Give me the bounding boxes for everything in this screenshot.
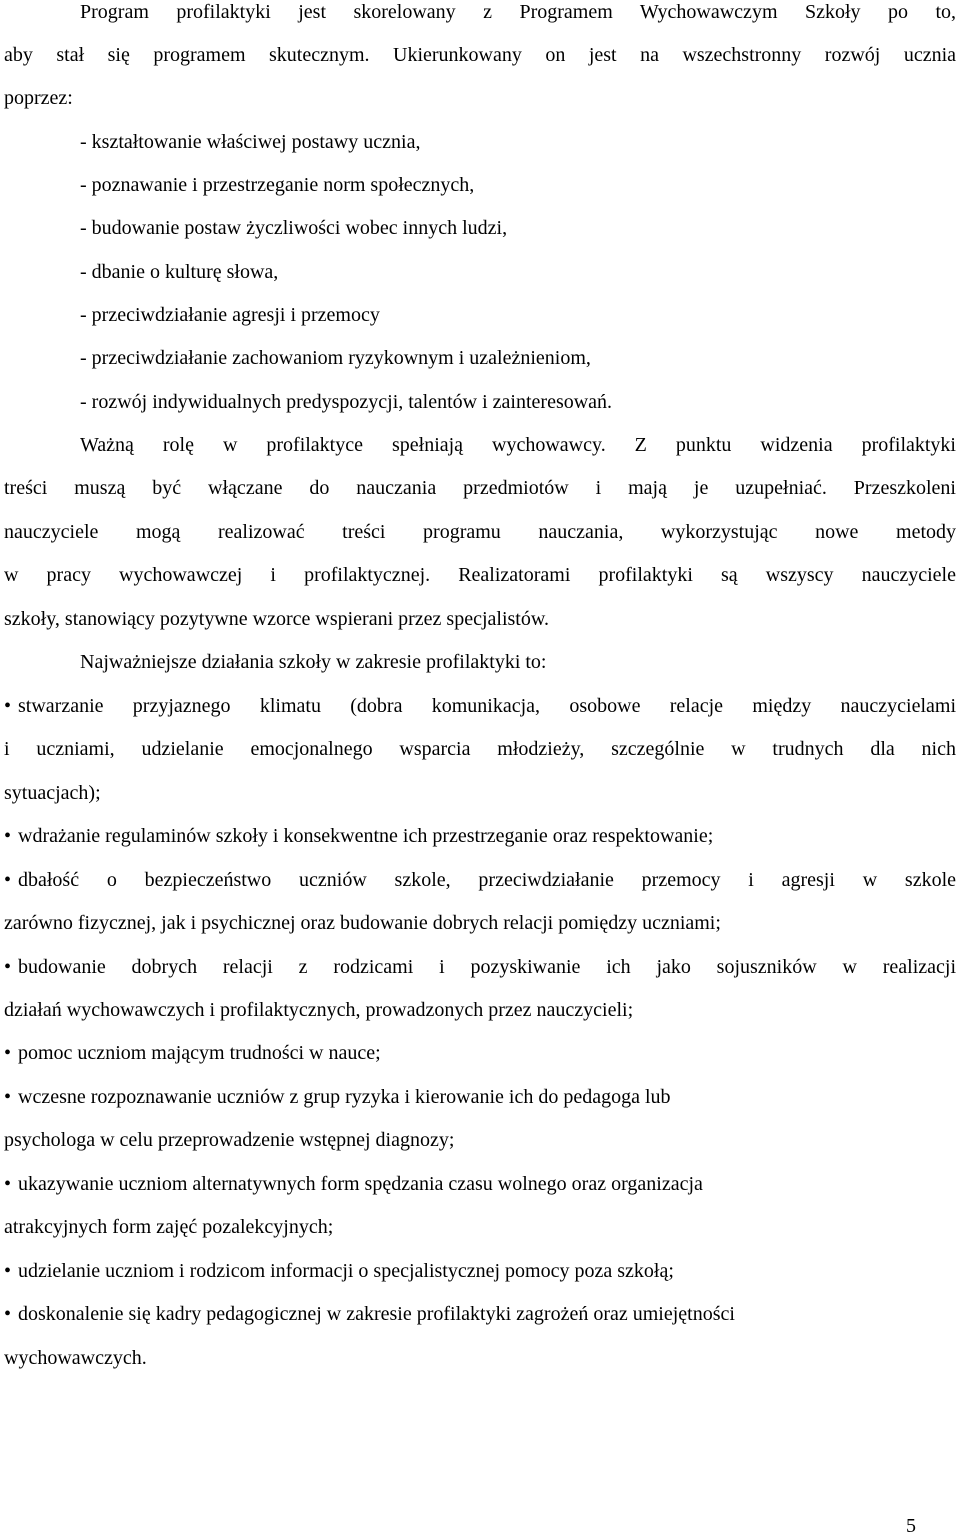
dash-item: - kształtowanie właściwej postawy ucznia,	[80, 131, 421, 153]
bullet-icon: •	[4, 1303, 12, 1325]
bullet-continuation: sytuacjach);	[4, 782, 101, 804]
bullet-icon: •	[4, 1173, 12, 1195]
intro-line-2: aby stał się programem skutecznym. Ukierunkowany on jest na wszechstronny rozwój ucznia	[4, 44, 956, 66]
bullet-continuation: wychowawczych.	[4, 1347, 147, 1369]
bullet-icon: •	[4, 956, 12, 978]
para2-line-5: szkoły, stanowiący pozytywne wzorce wspierani przez specjalistów.	[4, 608, 549, 630]
bullet-icon: •	[4, 1086, 12, 1108]
bullet-icon: •	[4, 1260, 12, 1282]
bullet-icon: •	[4, 1042, 12, 1064]
dash-item: - przeciwdziałanie agresji i przemocy	[80, 304, 380, 326]
bullet-item: • dbałość o bezpieczeństwo uczniów szkole, przeciwdziałanie przemocy i agresji w szkole	[4, 866, 956, 894]
page-number: 5	[906, 1515, 916, 1537]
para2-line-2: treści muszą być włączane do nauczania przedmiotów i mają je uzupełniać. Przeszkoleni	[4, 477, 956, 499]
dash-item: - przeciwdziałanie zachowaniom ryzykownym i uzależnieniom,	[80, 347, 591, 369]
intro-line-1: Program profilaktyki jest skorelowany z Programem Wychowawczym Szkoły po to,	[80, 1, 956, 23]
dash-item: - rozwój indywidualnych predyspozycji, talentów i zainteresowań.	[80, 391, 613, 413]
bullet-item: • udzielanie uczniom i rodzicom informacji o specjalistycznej pomocy poza szkołą;	[4, 1257, 674, 1285]
bullet-icon: •	[4, 869, 12, 891]
bullet-item: • stwarzanie przyjaznego klimatu (dobra komunikacja, osobowe relacje między nauczycielami	[4, 692, 956, 720]
para2-line-4: w pracy wychowawczej i profilaktycznej. Realizatorami profilaktyki są wszyscy nauczyciele	[4, 564, 956, 586]
bullet-item: • pomoc uczniom mającym trudności w nauce;	[4, 1039, 381, 1067]
bullet-item: • ukazywanie uczniom alternatywnych form spędzania czasu wolnego oraz organizacja	[4, 1170, 703, 1198]
para2-line-3: nauczyciele mogą realizować treści programu nauczania, wykorzystując nowe metody	[4, 521, 956, 543]
actions-heading: Najważniejsze działania szkoły w zakresie profilaktyki to:	[80, 651, 547, 673]
intro-line-3: poprzez:	[4, 87, 73, 109]
bullet-icon: •	[4, 695, 12, 717]
bullet-item: • budowanie dobrych relacji z rodzicami i pozyskiwanie ich jako sojuszników w realizacji	[4, 953, 956, 981]
dash-item: - dbanie o kulturę słowa,	[80, 261, 279, 283]
bullet-continuation: atrakcyjnych form zajęć pozalekcyjnych;	[4, 1216, 334, 1238]
bullet-continuation: zarówno fizycznej, jak i psychicznej oraz budowanie dobrych relacji pomiędzy uczniami;	[4, 912, 721, 934]
bullet-item: • wczesne rozpoznawanie uczniów z grup ryzyka i kierowanie ich do pedagoga lub	[4, 1083, 671, 1111]
para2-line-1: Ważną rolę w profilaktyce spełniają wychowawcy. Z punktu widzenia profilaktyki	[80, 434, 956, 456]
dash-item: - poznawanie i przestrzeganie norm społecznych,	[80, 174, 475, 196]
bullet-continuation: i uczniami, udzielanie emocjonalnego wsparcia młodzieży, szczególnie w trudnych dla nich	[4, 738, 956, 760]
bullet-continuation: psychologa w celu przeprowadzenie wstępnej diagnozy;	[4, 1129, 455, 1151]
bullet-icon: •	[4, 825, 12, 847]
bullet-item: • doskonalenie się kadry pedagogicznej w zakresie profilaktyki zagrożeń oraz umiejętności	[4, 1300, 735, 1328]
dash-item: - budowanie postaw życzliwości wobec innych ludzi,	[80, 217, 508, 239]
bullet-continuation: działań wychowawczych i profilaktycznych, prowadzonych przez nauczycieli;	[4, 999, 634, 1021]
bullet-item: • wdrażanie regulaminów szkoły i konsekwentne ich przestrzeganie oraz respektowanie;	[4, 822, 713, 850]
